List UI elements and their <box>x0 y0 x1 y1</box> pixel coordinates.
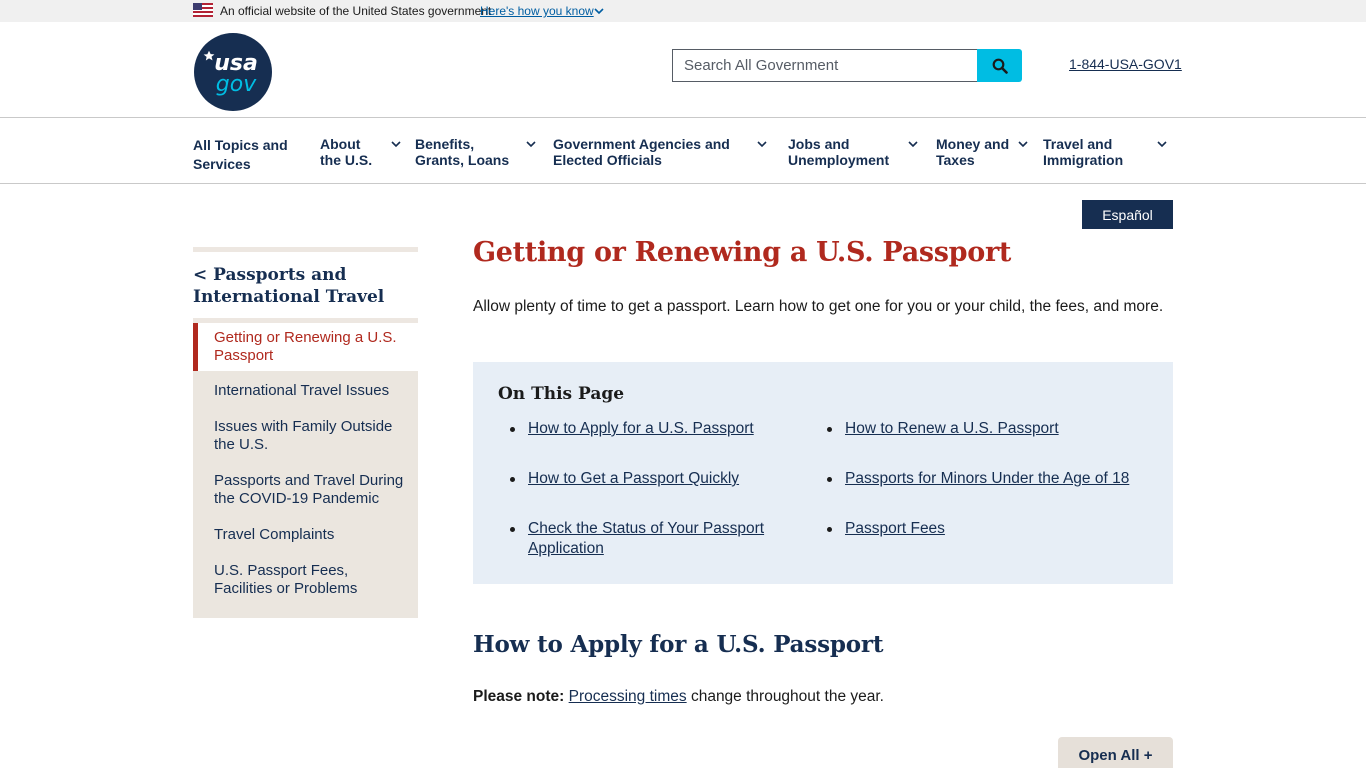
chevron-down-icon <box>390 138 402 150</box>
main-nav <box>0 117 1366 184</box>
chevron-down-icon <box>1017 138 1029 150</box>
svg-text:usa: usa <box>214 51 258 76</box>
nav-label: Elected Officials <box>553 152 662 168</box>
bullet <box>827 527 832 532</box>
phone-link[interactable]: 1-844-USA-GOV1 <box>1069 56 1182 72</box>
official-banner <box>0 0 1366 22</box>
us-flag-icon <box>193 3 213 17</box>
chevron-down-icon[interactable] <box>593 5 605 17</box>
otp-link-renew[interactable]: How to Renew a U.S. Passport <box>845 420 1059 437</box>
search-icon <box>992 58 1008 74</box>
search-button[interactable] <box>977 49 1022 82</box>
nav-money-taxes[interactable] <box>936 136 1009 168</box>
section-heading: How to Apply for a U.S. Passport <box>473 631 884 658</box>
sidebar-item-international-travel-issues[interactable]: International Travel Issues <box>214 382 390 399</box>
chevron-down-icon <box>525 138 537 150</box>
nav-benefits[interactable] <box>415 136 509 168</box>
sidebar-item-passport-fees-facilities[interactable]: U.S. Passport Fees, Facilities or Problems <box>214 562 358 597</box>
chevron-down-icon <box>1156 138 1168 150</box>
processing-times-link[interactable]: Processing times <box>568 688 687 705</box>
nav-label: the U.S. <box>320 152 373 168</box>
nav-label: Grants, Loans <box>415 152 510 168</box>
nav-all-topics[interactable] <box>193 137 288 172</box>
note-rest: change throughout the year. <box>686 688 884 705</box>
nav-label: Jobs and <box>788 136 850 152</box>
nav-label: Unemployment <box>788 152 890 168</box>
note-label: Please note: <box>473 688 565 705</box>
usagov-logo[interactable] <box>194 32 274 112</box>
intro-text: Allow plenty of time to get a passport. Learn how to get one for you or your child, the fees, and more. <box>473 298 1164 315</box>
otp-link-quickly[interactable]: How to Get a Passport Quickly <box>528 470 740 487</box>
sidebar-parent-link[interactable]: < Passports and International Travel <box>193 265 385 307</box>
otp-link-minors[interactable]: Passports for Minors Under the Age of 18 <box>845 470 1130 487</box>
otp-link-apply[interactable]: How to Apply for a U.S. Passport <box>528 420 754 437</box>
nav-travel-immigration[interactable] <box>1043 136 1123 168</box>
on-this-page-heading: On This Page <box>498 384 625 404</box>
otp-link-status[interactable]: Check the Status of Your Passport Application <box>528 520 765 557</box>
nav-label: Government Agencies and <box>553 136 730 152</box>
nav-label: Immigration <box>1043 152 1124 168</box>
otp-link-fees[interactable]: Passport Fees <box>845 520 945 537</box>
page-title: Getting or Renewing a U.S. Passport <box>473 237 1012 268</box>
chevron-down-icon <box>756 138 768 150</box>
bullet <box>827 427 832 432</box>
svg-text:gov: gov <box>215 72 257 97</box>
nav-jobs[interactable] <box>788 136 889 168</box>
bullet <box>827 477 832 482</box>
sidebar-item-covid-travel[interactable]: Passports and Travel During the COVID-19 Pandemic <box>214 472 404 507</box>
sidebar <box>193 247 418 618</box>
sidebar-item-family-outside-us[interactable]: Issues with Family Outside the U.S. <box>214 418 393 453</box>
nav-label: Money and <box>936 136 1010 152</box>
nav-label: Benefits, <box>415 136 475 152</box>
how-you-know-link[interactable]: Here's how you know <box>480 4 594 18</box>
nav-label: Services <box>193 156 251 172</box>
nav-government-agencies[interactable] <box>553 136 730 168</box>
nav-label: Travel and <box>1043 136 1113 152</box>
bullet <box>510 427 515 432</box>
sidebar-item-getting-renewing-passport[interactable]: Getting or Renewing a U.S. Passport <box>193 323 418 371</box>
processing-note <box>473 686 884 708</box>
open-all-button[interactable]: Open All + <box>1058 737 1173 768</box>
sidebar-list <box>193 323 418 618</box>
nav-label: Taxes <box>936 152 975 168</box>
search-input[interactable] <box>672 49 978 82</box>
sidebar-item-travel-complaints[interactable]: Travel Complaints <box>214 526 335 543</box>
nav-about-us[interactable] <box>320 136 372 168</box>
nav-label: About <box>320 136 361 152</box>
official-text: An official website of the United States government <box>220 4 492 18</box>
chevron-down-icon <box>907 138 919 150</box>
nav-label: All Topics and <box>193 137 288 153</box>
bullet <box>510 527 515 532</box>
bullet <box>510 477 515 482</box>
on-this-page-box <box>473 362 1173 584</box>
espanol-button[interactable]: Español <box>1082 200 1173 229</box>
